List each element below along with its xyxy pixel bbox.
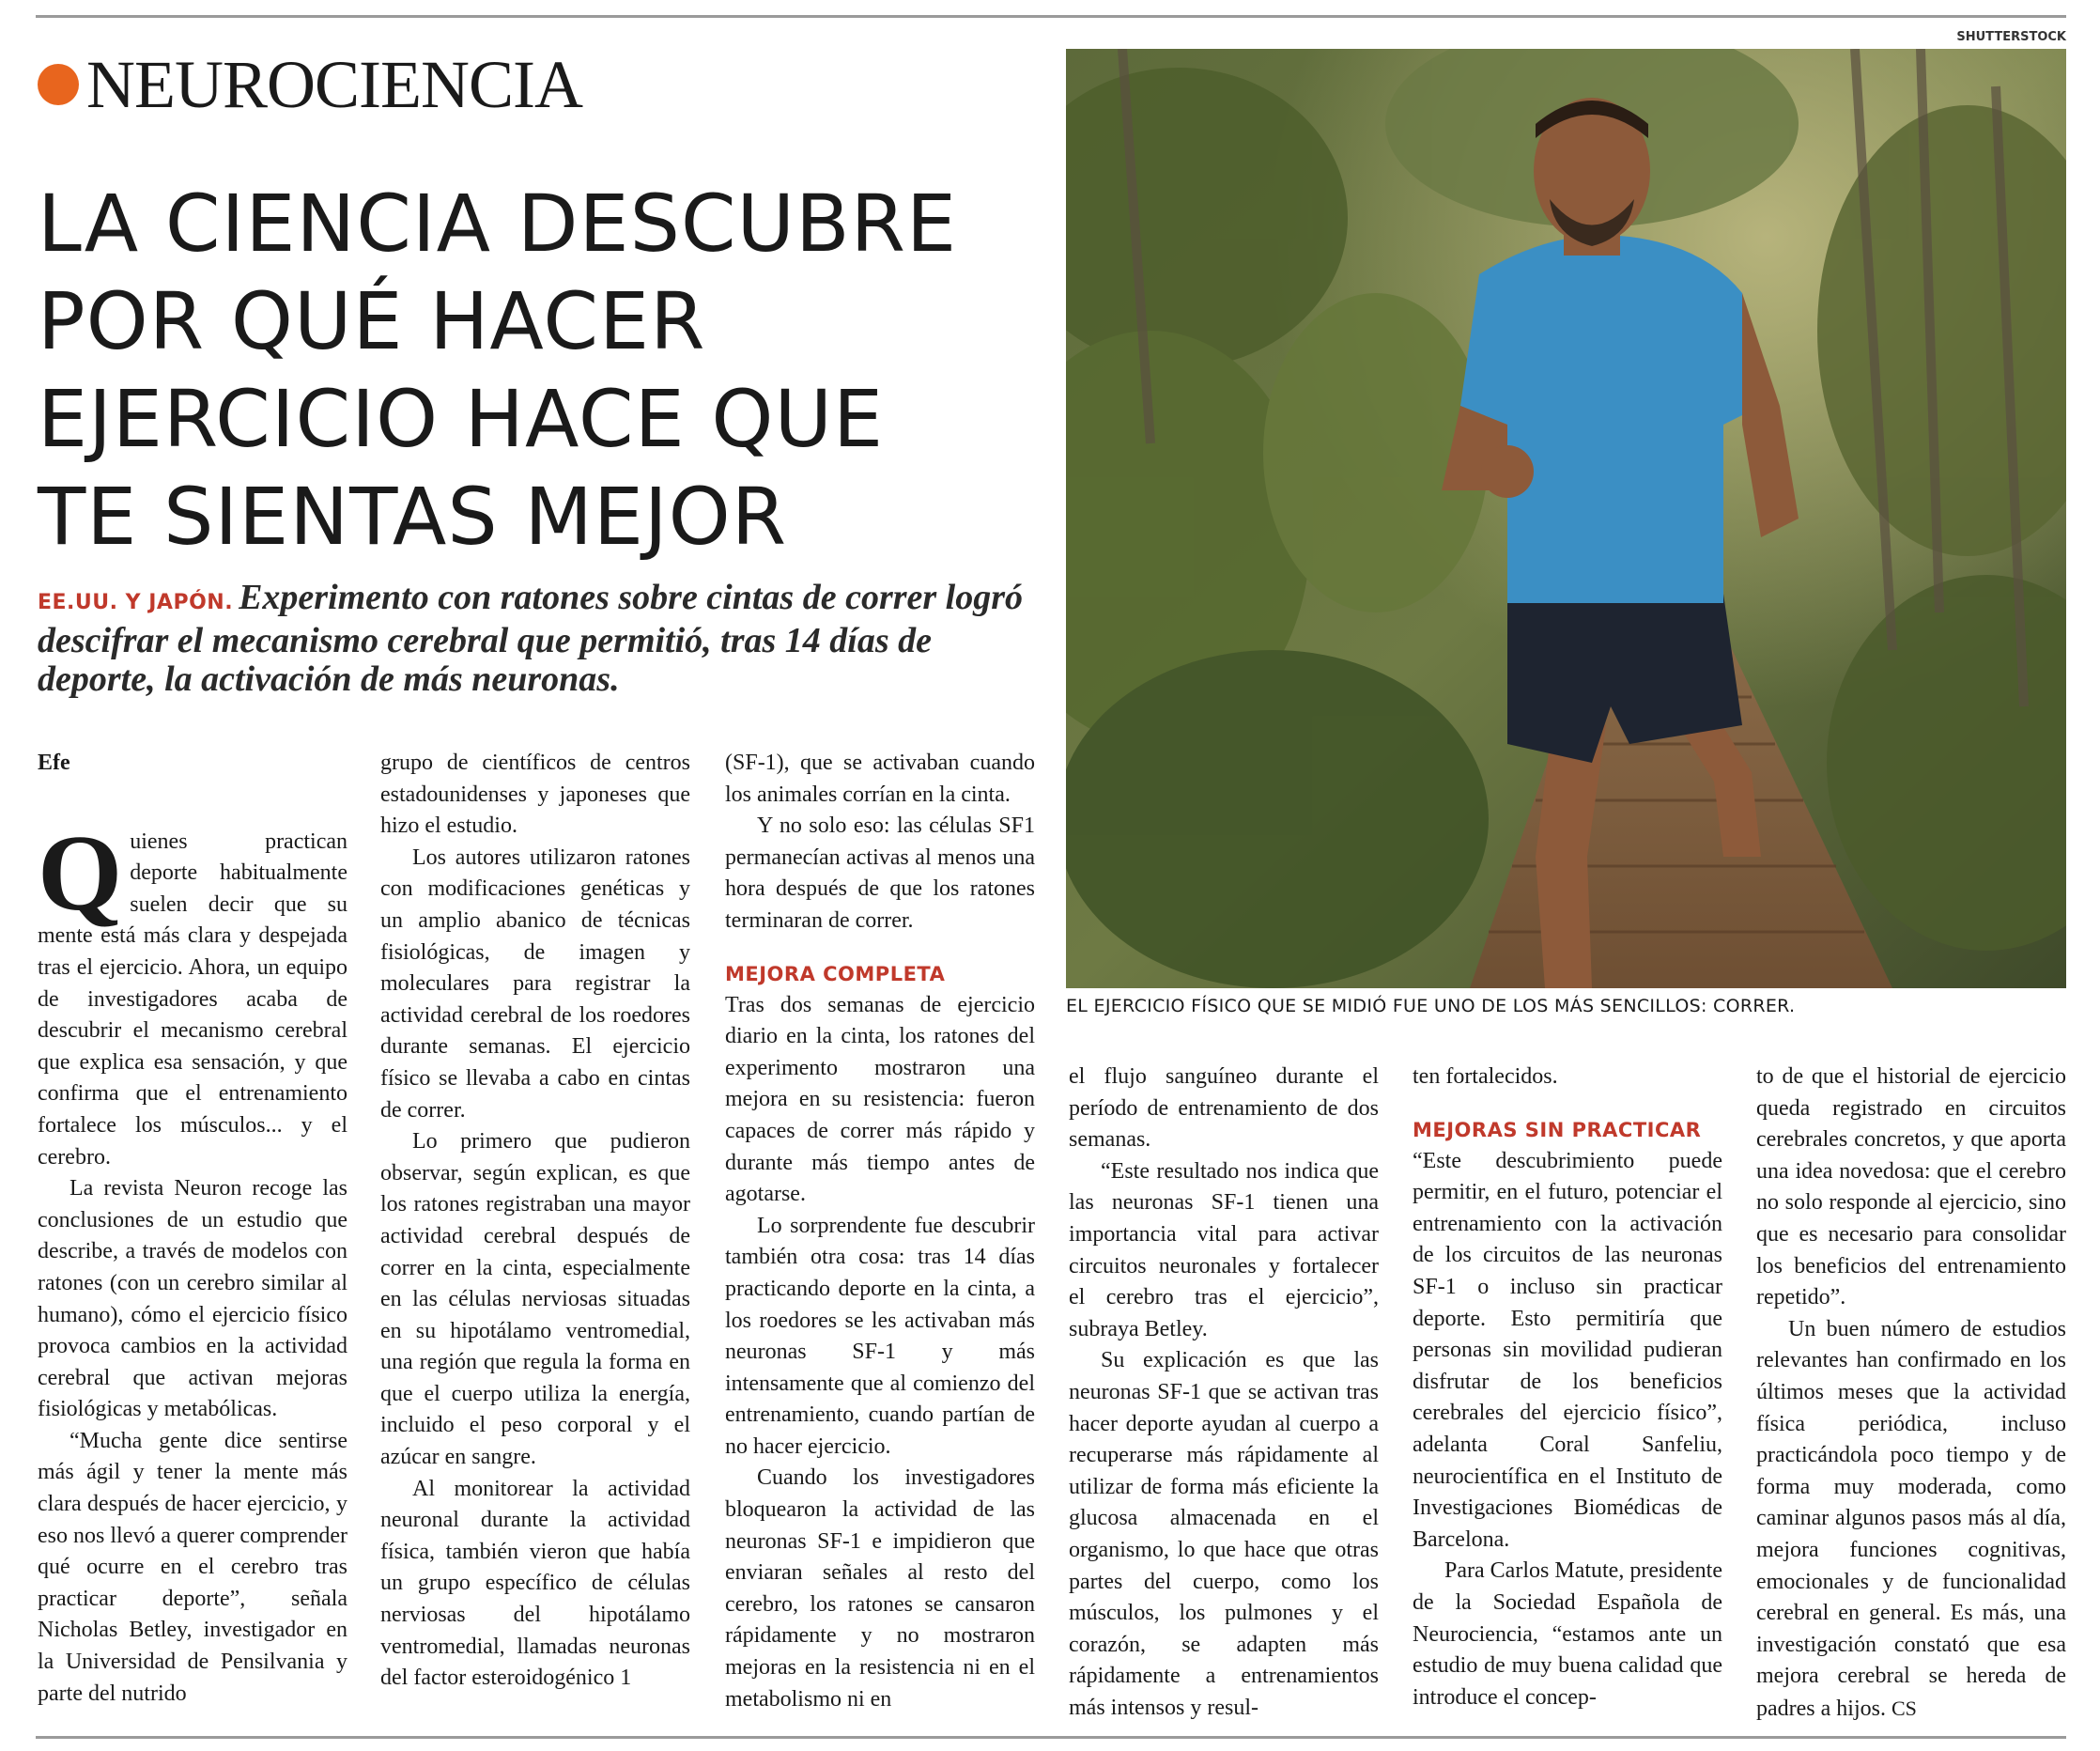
article-paragraph: Su explicación es que las neuronas SF-1 que se activan tras hacer deporte ayudan al cuerpo a recuperarse más rápidamente al utilizar de forma más eficiente la glucosa almacenada en el organismo, lo que hace que otras partes del cuerpo, como los músculos, los pulmones y el corazón, se adapten más rápidamente a entrenamientos más intensos y resul- [1069,1348,1379,1720]
article-column-3 [725,748,1035,1715]
headline-line: EJERCICIO HACE QUE [38,373,885,465]
article-paragraph: Los autores utilizaron ratones con modificaciones genéticas y un amplio abanico de técnicas fisiológicas, de imagen y moleculares para registrar la actividad cerebral de los roedores durante semanas. El ejercicio físico se llevaba a cabo en cintas de correr. [380,845,690,1123]
article-paragraph: ten fortalecidos. [1413,1064,1558,1089]
dropcap: Q [38,813,123,934]
top-rule [36,15,2066,18]
dek [38,579,1033,699]
article-column-4 [1069,1061,1379,1724]
runner-photo [1066,49,2066,988]
article-paragraph: “Mucha gente dice sentirse más ágil y tener la mente más clara después de hacer ejercicio, y eso nos llevó a querer comprender qué ocurre en el cerebro tras practicar deporte”, señala Nicholas Betley, investigador en la Universidad de Pensilvania y parte del nutrido [38,1428,347,1706]
article-column-5 [1413,1061,1722,1713]
photo-caption: EL EJERCICIO FÍSICO QUE SE MIDIÓ FUE UNO DE LOS MÁS SENCILLOS: CORRER. [1066,996,1796,1016]
article-paragraph: La revista Neuron recoge las conclusiones de un estudio que describe, a través de modelos con ratones (con un cerebro similar al humano), cómo el ejercicio físico provoca cambios en la actividad cerebral que activan mejoras fisiológicas y metabólicas. [38,1176,347,1422]
subhead-mejora-completa: MEJORA COMPLETA [725,962,946,985]
headline [38,175,1033,566]
article-paragraph: “Este descubrimiento puede permitir, en el futuro, potenciar el entrenamiento con la activación de los circuitos de las neuronas SF-1 o incluso sin practicar deporte. Esto permitiría que personas sin movilidad pudieran disfrutar de los beneficios cerebrales del ejercicio físico”, adelanta Coral Sanfeliu, neurocientífica en el Instituto de Investigaciones Biomédicas de Barcelona. [1413,1148,1722,1552]
article-paragraph: Para Carlos Matute, presidente de la Sociedad Española de Neurociencia, “estamos ante un estudio de muy buena calidad que introduce el concep- [1413,1558,1722,1710]
article-paragraph: Tras dos semanas de ejercicio diario en la cinta, los ratones del experimento mostraron una mejora en su resistencia: fueron capaces de correr más rápido y durante más tiempo antes de agotarse. [725,992,1035,1207]
article-paragraph: Lo sorprendente fue descubrir también otra cosa: tras 14 días practicando deporte en la cinta, a los roedores se les activaban más neuronas SF-1 y más intensamente que al comienzo del entrenamiento, cuando partían de no hacer ejercicio. [725,1213,1035,1459]
article-paragraph: Cuando los investigadores bloquearon la actividad de las neuronas SF-1 e impidieron que enviaran señales al resto del cerebro, los ratones se cansaron rápidamente y no mostraron mejoras en la resistencia ni en el metabolismo ni en [725,1465,1035,1712]
article-paragraph [1756,1314,2066,1726]
dek-text: Experimento con ratones sobre cintas de correr logró descifrar el mecanismo cerebral que permitió, tras 14 días de deporte, la activación de más neuronas. [38,578,1024,699]
article-paragraph: el flujo sanguíneo durante el período de entrenamiento de dos semanas. [1069,1064,1379,1153]
dek-kicker: EE.UU. Y JAPÓN. [38,591,234,614]
headline-line: POR QUÉ HACER [38,275,706,367]
section-header [38,47,582,122]
article-paragraph: Lo primero que pudieron observar, según explican, es que los ratones registraban una mayor actividad cerebral después de correr en la cinta, especialmente en las células nerviosas situadas en su hipotálamo ventromedial, una región que regula la forma en que el cuerpo utiliza la energía, incluido el peso corporal y el azúcar en sangre. [380,1129,690,1470]
article-paragraph: grupo de científicos de centros estadounidenses y japoneses que hizo el estudio. [380,751,690,839]
article-column-1 [38,748,347,1710]
subhead-mejoras-sin-practicar: MEJORAS SIN PRACTICAR [1413,1118,1702,1141]
article-column-2 [380,748,690,1695]
article-paragraph: Al monitorear la actividad neuronal durante la actividad física, también vieron que había un grupo específico de células nerviosas del hipotálamo ventromedial, llamadas neuronas del factor esteroidogénico 1 [380,1476,690,1691]
article-paragraph: (SF-1), que se activaban cuando los animales corrían en la cinta. [725,751,1035,807]
photo-credit: SHUTTERSTOCK [1956,30,2066,44]
article-paragraph: to de que el historial de ejercicio queda registrado en circuitos cerebrales concretos, y que aporta una idea novedosa: que el cerebro no solo responde al ejercicio, sino que es necesario para consolidar los beneficios del entrenamiento repetido”. [1756,1064,2066,1310]
article-paragraph: Y no solo eso: las células SF1 permanecían activas al menos una hora después de que los ratones terminaran de correr. [725,814,1035,933]
article-column-6 [1756,1061,2066,1725]
paragraph-text: uienes practican deporte habitualmente suelen decir que su mente está más clara y despejada tras el ejercicio. Ahora, un equipo de investigadores acaba de descubrir el mecanismo cerebral que explica esa sensación, y que confirma que el entrenamiento fortalece los músculos... y el cerebro. [38,829,347,1170]
headline-line: LA CIENCIA DESCUBRE [38,178,958,270]
section-label: NEUROCIENCIA [86,47,582,122]
paragraph-text: Un buen número de estudios relevantes han confirmado en los últimos meses que la actividad física periódica, incluso practicándola poco tiempo y de forma muy moderada, como caminar algunos pasos más al día, mejora funciones cognitivas, emocionales y de funcionalidad cerebral en general. Es más, una investigación constató que esa mejora cerebral se hereda de padres a hijos. [1756,1316,2066,1721]
headline-line: TE SIENTAS MEJOR [38,471,788,563]
byline: Efe [38,751,70,775]
article-paragraph: “Este resultado nos indica que las neuronas SF-1 tienen una importancia vital para activar circuitos neuronales y fortalecer el cerebro tras el ejercicio”, subraya Betley. [1069,1158,1379,1341]
article-paragraph [38,813,347,1174]
bottom-rule [36,1736,2066,1739]
section-dot-icon [38,64,79,105]
runner-illustration [1066,49,2066,988]
end-mark-icon: CS [1891,1696,1917,1720]
